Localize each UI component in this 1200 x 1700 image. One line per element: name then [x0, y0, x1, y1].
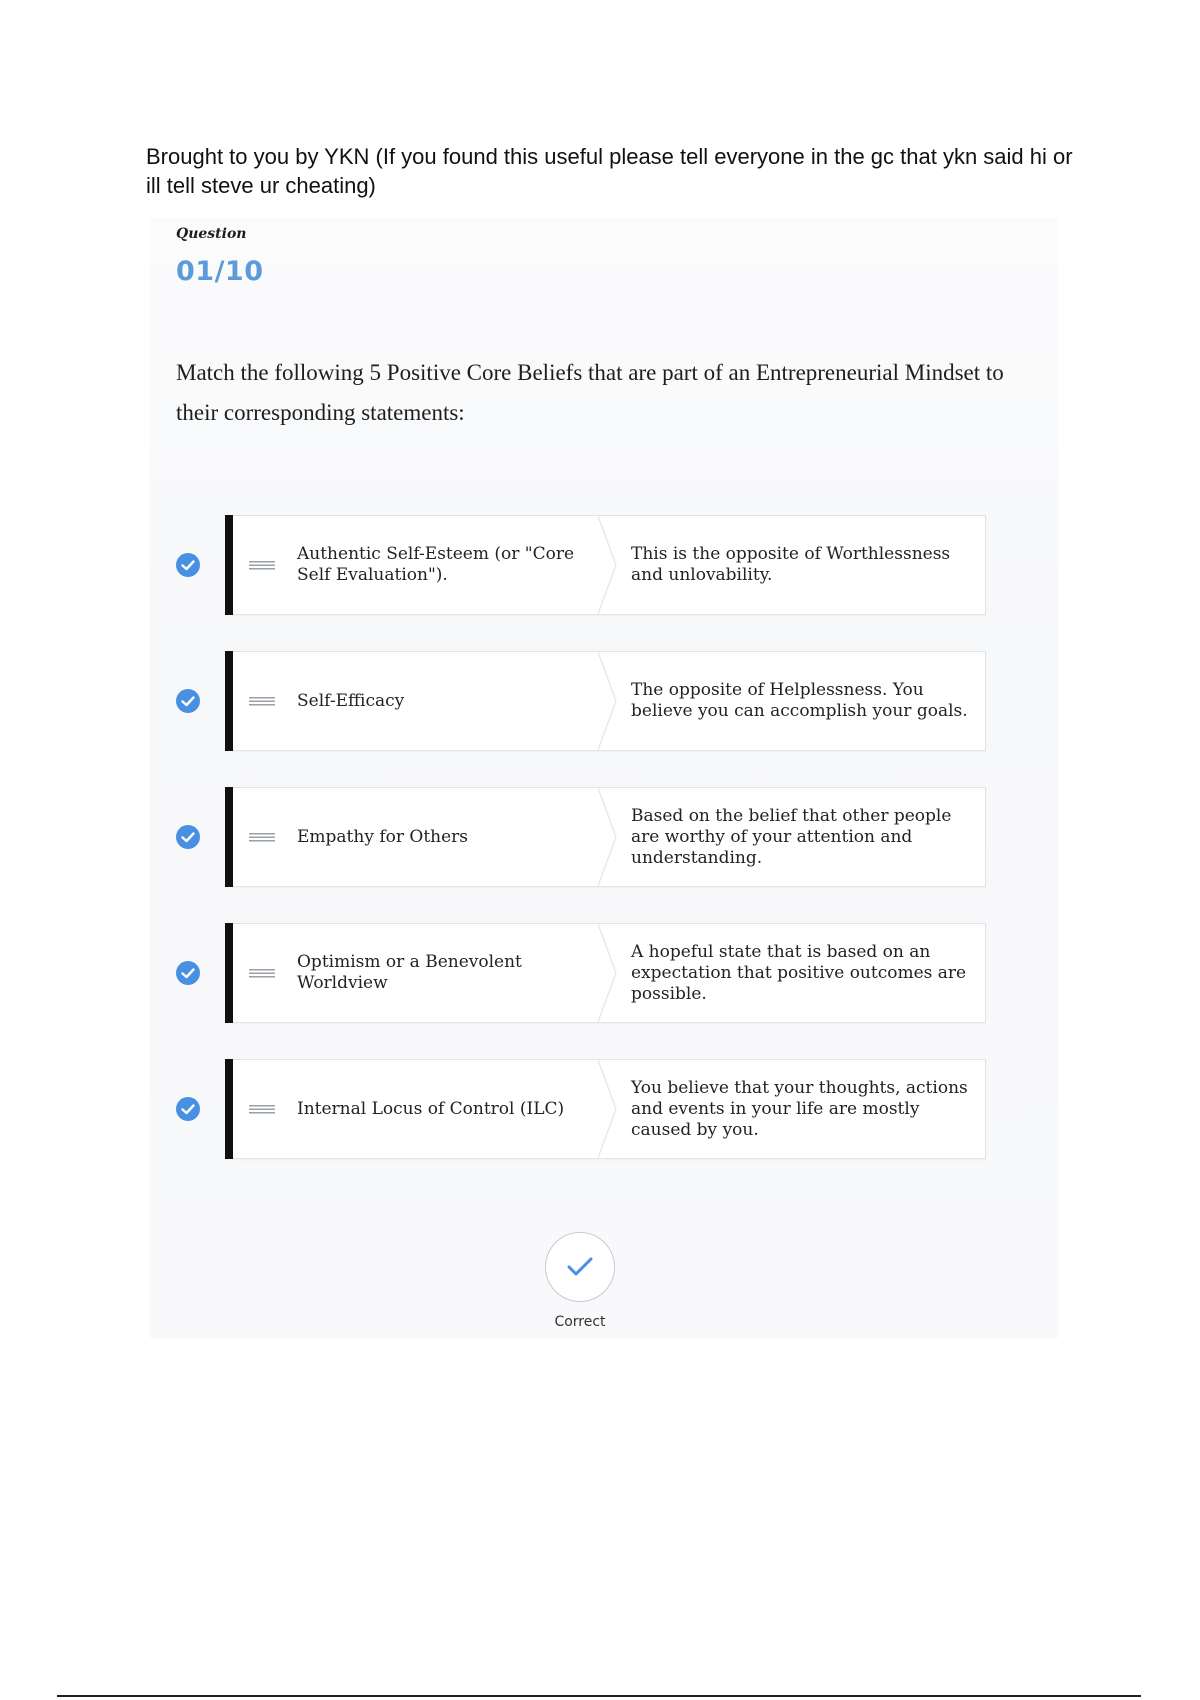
row-accent-bar	[225, 651, 233, 751]
term-text: Authentic Self-Esteem (or "Core Self Evaluation").	[297, 544, 575, 585]
chevron-right-icon	[598, 1060, 618, 1158]
row-accent-bar	[225, 787, 233, 887]
definition-text: A hopeful state that is based on an expectation that positive outcomes are possible.	[631, 941, 967, 1004]
definition-text: Based on the belief that other people are worthy of your attention and understanding.	[631, 805, 952, 868]
checked-circle-icon	[176, 689, 200, 713]
question-number: 01/10	[176, 256, 264, 287]
drag-handle-icon[interactable]	[249, 696, 275, 706]
result-label: Correct	[554, 1314, 606, 1330]
term-text: Internal Locus of Control (ILC)	[297, 1098, 565, 1119]
match-row	[176, 923, 986, 1023]
drag-handle-icon[interactable]	[249, 968, 275, 978]
chevron-right-icon	[598, 788, 618, 886]
row-accent-bar	[225, 1059, 233, 1159]
drag-handle-icon[interactable]	[249, 560, 275, 570]
match-card[interactable]	[233, 923, 986, 1023]
match-row	[176, 1059, 986, 1159]
drag-handle-icon[interactable]	[249, 832, 275, 842]
intro-text: Brought to you by YKN (If you found this useful please tell everyone in the gc that ykn said hi or ill tell steve ur cheating)	[146, 144, 1073, 198]
chevron-right-icon	[598, 924, 618, 1022]
checked-circle-icon	[176, 553, 200, 577]
match-card[interactable]	[233, 651, 986, 751]
match-row	[176, 515, 986, 615]
definition-text: The opposite of Helplessness. You believe you can accomplish your goals.	[631, 680, 968, 721]
result-indicator	[545, 1232, 615, 1302]
match-card[interactable]	[233, 515, 986, 615]
question-label: Question	[176, 226, 247, 242]
match-card[interactable]	[233, 1059, 986, 1159]
checked-circle-icon	[176, 1097, 200, 1121]
chevron-right-icon	[598, 516, 618, 614]
definition-text: This is the opposite of Worthlessness and unlovability.	[631, 544, 951, 585]
definition-text: You believe that your thoughts, actions and events in your life are mostly caused by you.	[631, 1077, 968, 1140]
chevron-right-icon	[598, 652, 618, 750]
row-accent-bar	[225, 515, 233, 615]
drag-handle-icon[interactable]	[249, 1104, 275, 1114]
term-text: Optimism or a Benevolent Worldview	[297, 952, 522, 993]
question-prompt: Match the following 5 Positive Core Beliefs that are part of an Entrepreneurial Mindset to their corresponding statements:	[176, 360, 1004, 425]
checked-circle-icon	[176, 961, 200, 985]
match-row	[176, 787, 986, 887]
page-bottom-rule	[57, 1695, 1141, 1697]
term-text: Self-Efficacy	[297, 690, 405, 711]
match-row	[176, 651, 986, 751]
match-card[interactable]	[233, 787, 986, 887]
checkmark-icon	[567, 1256, 593, 1278]
row-accent-bar	[225, 923, 233, 1023]
checked-circle-icon	[176, 825, 200, 849]
term-text: Empathy for Others	[297, 826, 469, 847]
